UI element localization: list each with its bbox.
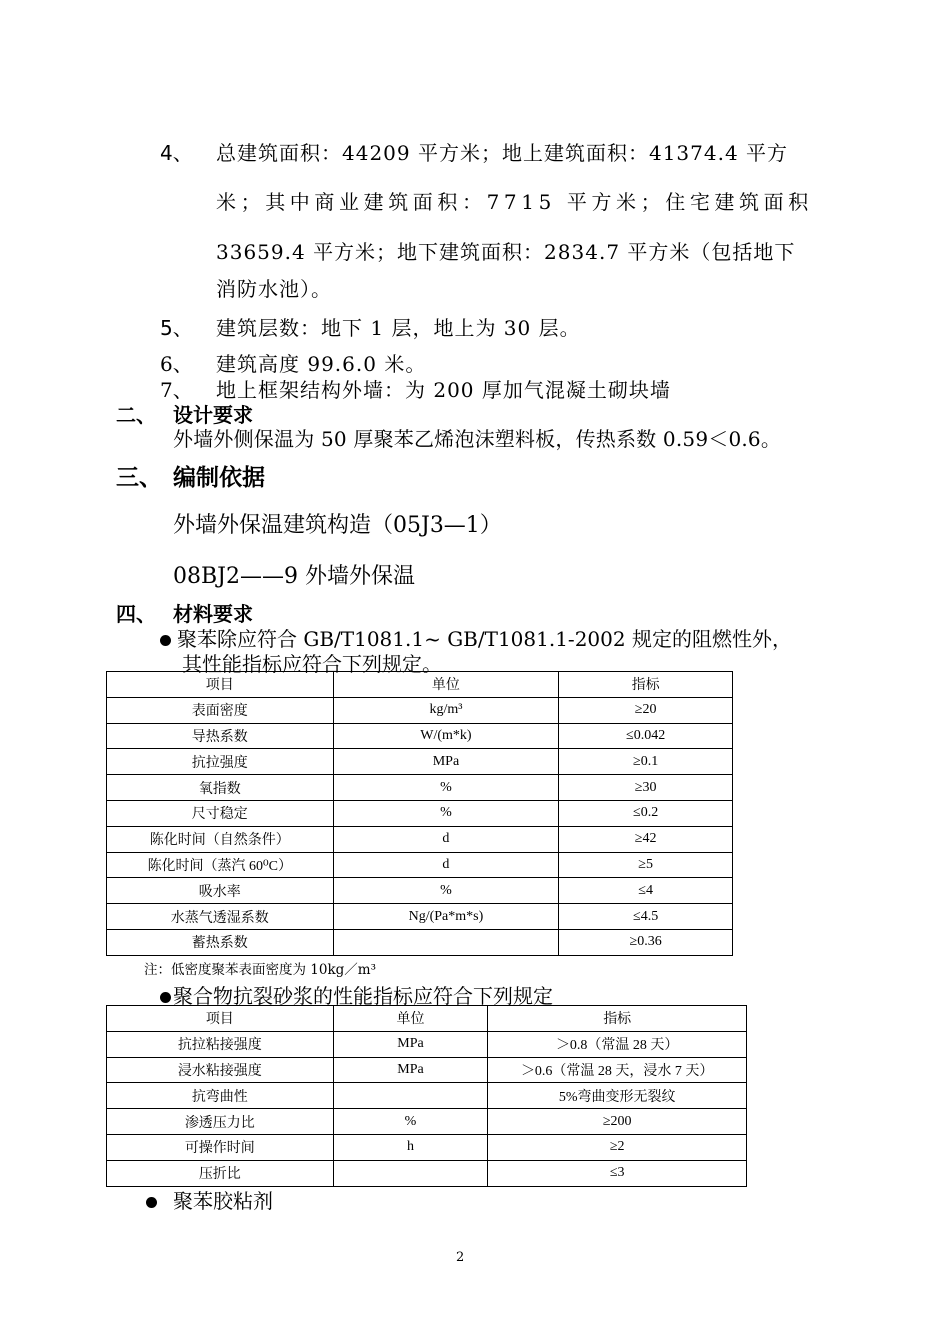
table-header-cell: 项目 (107, 672, 334, 698)
table-cell: ≥2 (488, 1134, 747, 1160)
table-cell: d (333, 826, 559, 852)
table-header-row (107, 1006, 747, 1032)
table-cell: ≥0.1 (559, 749, 733, 775)
table-row (107, 1134, 747, 1160)
table-cell: ≤4 (559, 878, 733, 904)
table-cell: ≤3 (488, 1160, 747, 1186)
table-row (107, 929, 733, 955)
bullet-2: 聚合物抗裂砂浆的性能指标应符合下列规定 (160, 980, 553, 1009)
table-cell: Ng/(Pa*m*s) (333, 904, 559, 930)
table-cell: 5%弯曲变形无裂纹 (488, 1083, 747, 1109)
section-3-number: 三、 (116, 464, 162, 491)
table-cell: % (333, 800, 559, 826)
table-cell: % (333, 1109, 488, 1135)
table-cell: ≥20 (559, 697, 733, 723)
table-cell: MPa (333, 1031, 488, 1057)
item-4-line-3: 33659.4 平方米；地下建筑面积：2834.7 平方米（包括地下 (216, 240, 796, 264)
table-header-cell: 指标 (559, 672, 733, 698)
table-row (107, 1057, 747, 1083)
table-row (107, 1083, 747, 1109)
table-cell: 浸水粘接强度 (107, 1057, 334, 1083)
table-cell: % (333, 878, 559, 904)
item-7-text: 地上框架结构外墙：为 200 厚加气混凝土砌块墙 (216, 378, 671, 402)
table-row (107, 749, 733, 775)
polystyrene-spec-table (106, 671, 733, 956)
bullet-dot (160, 635, 171, 646)
table-row (107, 697, 733, 723)
section-3-title: 编制依据 (173, 464, 265, 491)
table-header-cell: 指标 (488, 1006, 747, 1032)
table-cell: kg/m³ (333, 697, 559, 723)
table-header-cell: 单位 (333, 672, 559, 698)
table-cell: 抗拉粘接强度 (107, 1031, 334, 1057)
table-cell: ≤0.2 (559, 800, 733, 826)
item-7-number: 7、 (160, 378, 193, 402)
table-header-row (107, 672, 733, 698)
item-4-line-4: 消防水池）。 (216, 277, 332, 301)
table-cell: 渗透压力比 (107, 1109, 334, 1135)
table-cell (333, 929, 559, 955)
bullet-3: 聚苯胶粘剂 (146, 1185, 273, 1214)
table-cell: % (333, 775, 559, 801)
reference-1: 外墙外保温建筑构造（05J3—1） (173, 513, 502, 538)
table-cell: 陈化时间（自然条件） (107, 826, 334, 852)
item-6-number: 6、 (160, 352, 193, 376)
item-4-line-1: 总建筑面积：44209 平方米；地上建筑面积：41374.4 平方 (216, 141, 789, 165)
item-5-text: 建筑层数：地下 1 层，地上为 30 层。 (216, 316, 581, 340)
table-header-cell: 项目 (107, 1006, 334, 1032)
table-note: 注：低密度聚苯表面密度为 10kg／m³ (144, 962, 377, 978)
table-row (107, 1160, 747, 1186)
table-row (107, 852, 733, 878)
table-cell: 尺寸稳定 (107, 800, 334, 826)
table-row (107, 1031, 747, 1057)
table-cell: 导热系数 (107, 723, 334, 749)
section-2-body: 外墙外侧保温为 50 厚聚苯乙烯泡沫塑料板，传热系数 0.59＜0.6。 (173, 427, 782, 451)
table-cell: 水蒸气透湿系数 (107, 904, 334, 930)
table-row (107, 904, 733, 930)
item-6-text: 建筑高度 99.6.0 米。 (216, 352, 427, 376)
item-5-number: 5、 (160, 316, 193, 340)
table-row (107, 775, 733, 801)
item-4-line-2: 米；其中商业建筑面积：7715 平方米；住宅建筑面积 (216, 190, 813, 214)
table-cell: 陈化时间（蒸汽 60⁰C） (107, 852, 334, 878)
table-row (107, 800, 733, 826)
table-row (107, 878, 733, 904)
table-cell: W/(m*k) (333, 723, 559, 749)
table-cell: 氧指数 (107, 775, 334, 801)
table-cell (333, 1160, 488, 1186)
section-4-number: 四、 (116, 602, 156, 626)
table-cell: 压折比 (107, 1160, 334, 1186)
table-header-cell: 单位 (333, 1006, 488, 1032)
table-row (107, 723, 733, 749)
table-cell: ＞0.8（常温 28 天） (488, 1031, 747, 1057)
table-cell: ≥0.36 (559, 929, 733, 955)
table-cell: d (333, 852, 559, 878)
mortar-spec-table (106, 1005, 747, 1187)
table-cell: 可操作时间 (107, 1134, 334, 1160)
table-cell: h (333, 1134, 488, 1160)
item-4-number: 4、 (160, 141, 193, 165)
table-cell (333, 1083, 488, 1109)
section-2-number: 二、 (116, 403, 156, 427)
table-cell: 抗拉强度 (107, 749, 334, 775)
table-cell: ＞0.6（常温 28 天，浸水 7 天） (488, 1057, 747, 1083)
reference-2: 08BJ2——9 外墙外保温 (173, 564, 415, 589)
table-cell: MPa (333, 749, 559, 775)
table-cell: ≥42 (559, 826, 733, 852)
table-cell: ≤4.5 (559, 904, 733, 930)
page-number: 2 (456, 1250, 465, 1265)
table-cell: 抗弯曲性 (107, 1083, 334, 1109)
table-row (107, 826, 733, 852)
bullet-1-line-1: 聚苯除应符合 GB/T1081.1~ GB/T1081.1-2002 规定的阻燃性外， (160, 623, 792, 652)
table-cell: ≥5 (559, 852, 733, 878)
section-4-title: 材料要求 (173, 602, 253, 626)
table-cell: MPa (333, 1057, 488, 1083)
table-cell: ≤0.042 (559, 723, 733, 749)
table-cell: 表面密度 (107, 697, 334, 723)
bullet-dot (146, 1197, 157, 1208)
table-cell: 蓄热系数 (107, 929, 334, 955)
table-cell: ≥30 (559, 775, 733, 801)
table-cell: 吸水率 (107, 878, 334, 904)
section-2-title: 设计要求 (173, 403, 253, 427)
table-cell: ≥200 (488, 1109, 747, 1135)
bullet-1-line-2: 其性能指标应符合下列规定。 (182, 652, 442, 676)
bullet-dot (160, 992, 171, 1003)
table-row (107, 1109, 747, 1135)
